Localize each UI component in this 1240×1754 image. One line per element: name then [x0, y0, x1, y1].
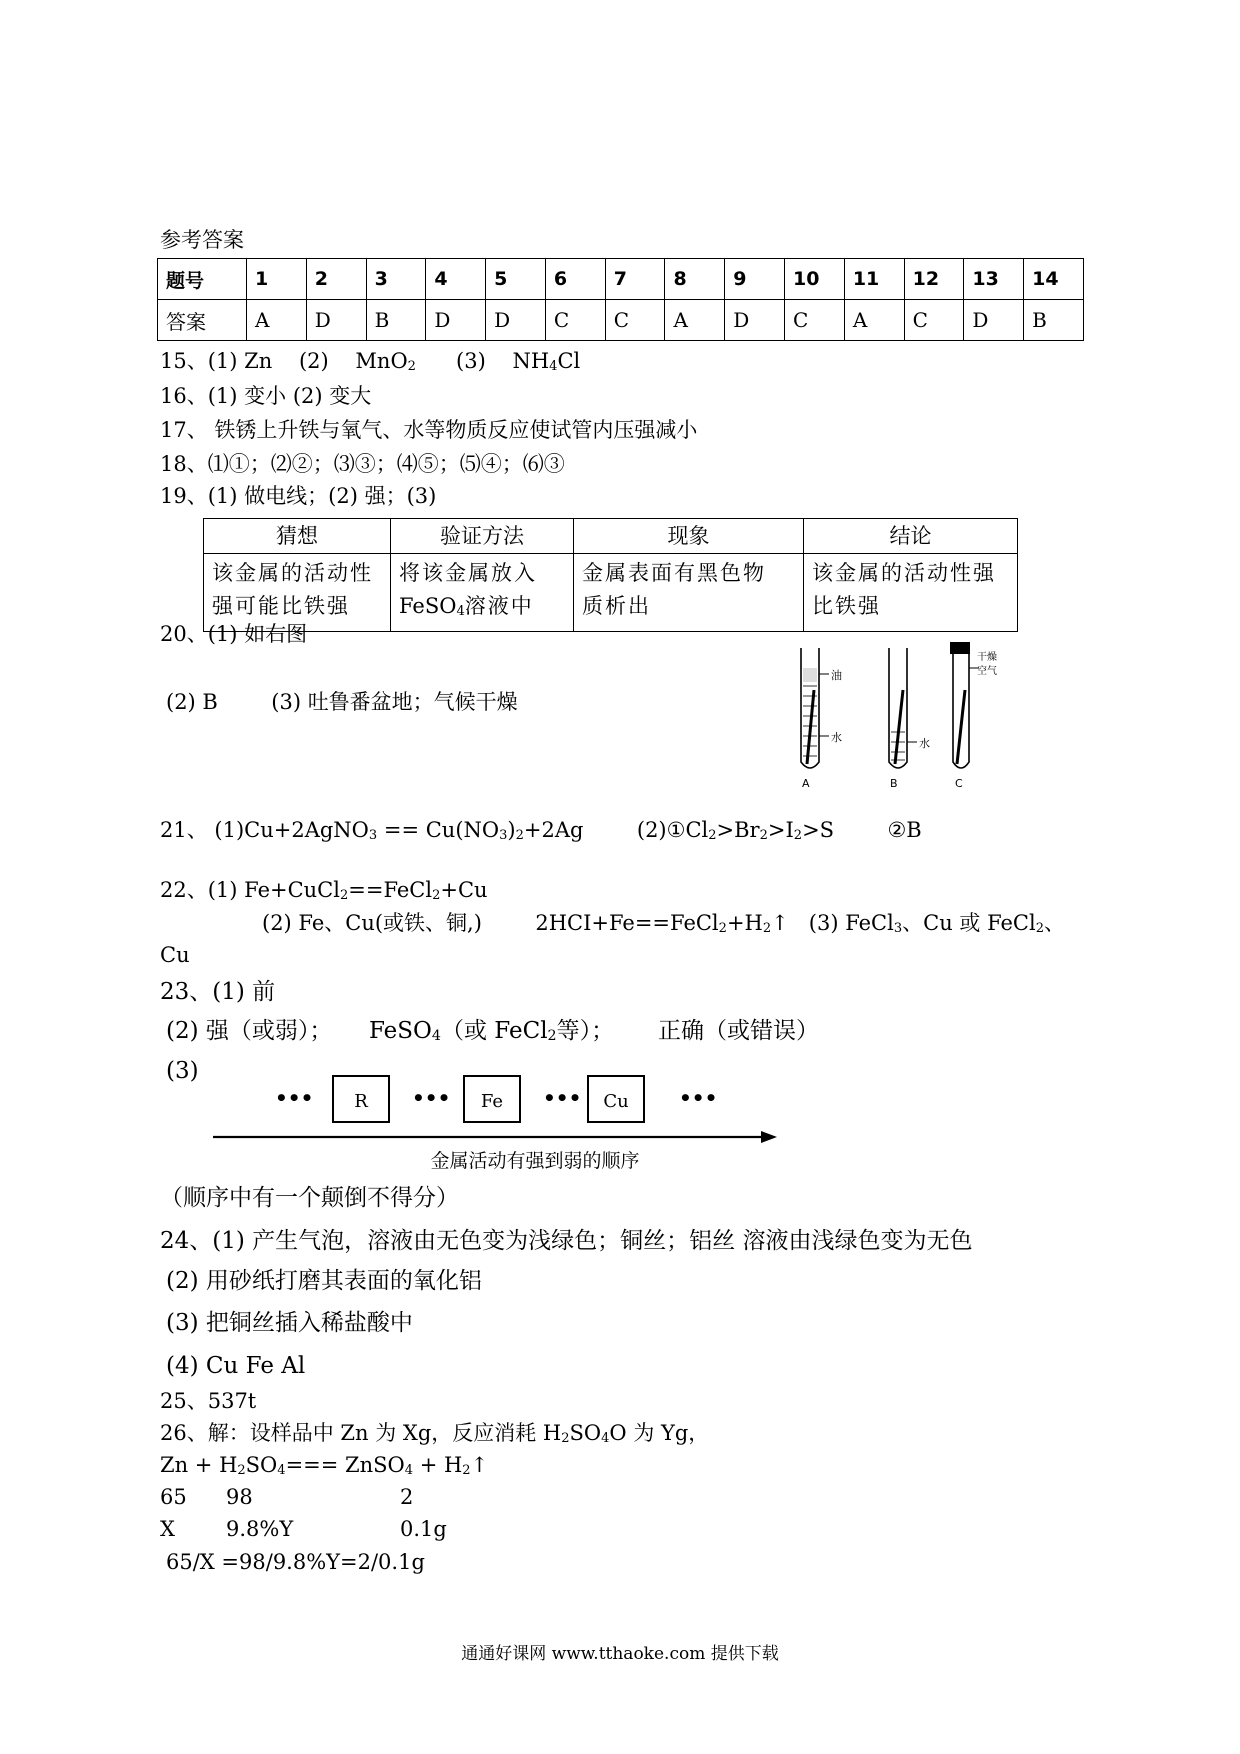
answer-20-part2: (2) B: [166, 690, 218, 714]
answer-label: 答案: [158, 300, 247, 341]
qnum-6: 6: [545, 259, 605, 300]
answer-16: 16、(1) 变小 (2) 变大: [160, 384, 372, 408]
q21-p2-a: (2)①Cl: [636, 818, 709, 842]
dry-label-1: 干燥: [977, 652, 997, 663]
answer-cell: C: [785, 300, 845, 341]
dry-label-2: 空气: [977, 666, 997, 677]
answer-cell: A: [665, 300, 725, 341]
answer-24-line4: (4) Cu Fe Al: [166, 1353, 306, 1379]
q21-eq1-c: ): [507, 818, 516, 842]
tube-label-a: A: [802, 777, 810, 790]
answer-22-line2: [262, 913, 1065, 935]
answer-21: [160, 820, 922, 842]
arrow-head-icon: [761, 1131, 777, 1143]
q23-l2-a: (2) 强（或弱）；: [166, 1018, 333, 1044]
ellipsis: •••: [412, 1086, 451, 1110]
subscript: 4: [601, 1430, 610, 1446]
answer-23-line2: [166, 1020, 819, 1043]
hypothesis-table-row: [204, 554, 1018, 632]
q22-l2-d: ↑: [771, 911, 789, 935]
answer-table-header-row: [158, 259, 1084, 300]
answer-cell: C: [545, 300, 605, 341]
answer-15-part1: 15、(1) Zn: [160, 349, 273, 373]
qnum-3: 3: [366, 259, 426, 300]
q22-l2-c: +H: [726, 911, 763, 935]
answer-cell: A: [844, 300, 904, 341]
subscript: 4: [404, 1462, 414, 1478]
subscript: 2: [547, 1028, 557, 1045]
guess-line-1: 该金属的活动性: [212, 561, 373, 585]
answer-15-mno2: MnO: [355, 349, 408, 373]
tube-c: [953, 654, 969, 768]
conclusion-line-2: 比铁强: [812, 594, 881, 618]
hypothesis-table: [203, 518, 1018, 632]
subscript: 2: [708, 827, 717, 843]
q22-l1-c: +Cu: [440, 878, 488, 902]
q26-mass-98: 98: [226, 1485, 253, 1509]
phenomenon-line-2: 质析出: [582, 594, 651, 618]
tube-a-nail: [807, 690, 814, 764]
answer-15-part3-label: (3): [456, 349, 486, 373]
q26-l2-b: SO: [245, 1453, 278, 1477]
method-suffix: 溶液中: [464, 594, 534, 618]
answer-26-line1: [160, 1423, 709, 1445]
answer-24-line3: (3) 把铜丝插入稀盐酸中: [166, 1310, 413, 1336]
q21-p2-c: >I: [767, 818, 794, 842]
qnum-4: 4: [426, 259, 486, 300]
qnum-2: 2: [306, 259, 366, 300]
qnum-8: 8: [665, 259, 725, 300]
q21-eq1-a: 21、 (1)Cu+2AgNO: [160, 818, 369, 842]
qnum-12: 12: [904, 259, 964, 300]
q23-l2-e: 正确（或错误）: [658, 1018, 819, 1044]
answer-22-line1: [160, 880, 488, 902]
answer-20-line1: 20、(1) 如右图: [160, 622, 308, 646]
subscript: 2: [793, 827, 803, 843]
answer-cell: D: [964, 300, 1024, 341]
qnum-7: 7: [605, 259, 665, 300]
subscript: 4: [431, 1028, 441, 1045]
subscript: 2: [1035, 920, 1044, 936]
subscript: 4: [456, 603, 465, 619]
method-line-2: [399, 594, 534, 618]
subscript: 4: [549, 358, 558, 374]
subscript: 2: [339, 887, 349, 903]
tube-label-c: C: [955, 777, 963, 790]
q22-l2-f: 、Cu 或 FeCl: [902, 911, 1036, 935]
oil-label: 油: [831, 669, 842, 682]
heading: 参考答案: [160, 228, 244, 252]
conclusion-line-1: 该金属的活动性强: [812, 561, 996, 585]
qnum-10: 10: [785, 259, 845, 300]
answer-15-part2-label: (2): [298, 349, 329, 373]
subscript: 4: [277, 1462, 286, 1478]
q22-l2-g: 、: [1043, 911, 1065, 935]
q22-l1-b: ==FeCl: [348, 878, 433, 902]
q21-eq1-b: == Cu(NO: [383, 818, 500, 842]
subscript: 3: [499, 827, 508, 843]
answer-20-part3: (3) 吐鲁番盆地；气候干燥: [271, 690, 518, 714]
answer-table-answer-row: [158, 300, 1084, 341]
answer-23-line1: 23、(1) 前: [160, 979, 276, 1005]
qnum-9: 9: [725, 259, 785, 300]
answer-19: 19、(1) 做电线；(2) 强；(3): [160, 484, 437, 508]
box-r-label: R: [354, 1091, 368, 1112]
cell-phenomenon: [574, 554, 804, 632]
footer-credit: 通通好课网 www.tthaoke.com 提供下载: [461, 1644, 779, 1664]
qnum-1: 1: [247, 259, 307, 300]
subscript: 2: [432, 887, 441, 903]
subscript: 2: [237, 1462, 246, 1478]
answer-15-nh4cl: NH: [512, 349, 550, 373]
ellipsis: •••: [275, 1086, 314, 1110]
q23-l2-b: FeSO: [368, 1018, 432, 1044]
q23-l2-d: 等）；: [556, 1018, 615, 1044]
tube-b-nail: [895, 690, 903, 764]
q26-l1-b: SO: [569, 1421, 602, 1445]
order-caption: 金属活动有强到弱的顺序: [430, 1150, 640, 1172]
cell-method: [391, 554, 574, 632]
answer-cell: D: [725, 300, 785, 341]
qnum-13: 13: [964, 259, 1024, 300]
box-fe-label: Fe: [480, 1091, 504, 1112]
answer-22-line3: Cu: [160, 943, 190, 967]
guess-line-2: 强可能比铁强: [212, 594, 350, 618]
metal-activity-order-diagram: [205, 1067, 785, 1177]
q26-mass-65: 65: [160, 1485, 187, 1509]
test-tube-figure: [785, 642, 1025, 792]
tube-c-nail: [957, 690, 965, 764]
subscript: 2: [515, 827, 524, 843]
answer-24-line2: (2) 用砂纸打磨其表面的氧化铝: [166, 1268, 482, 1294]
answer-23-line3: (3): [166, 1058, 199, 1084]
answer-26-equation: [160, 1455, 488, 1477]
answer-cell: D: [426, 300, 486, 341]
q22-l2-e: (3) FeCl: [808, 911, 894, 935]
header-method: 验证方法: [391, 519, 574, 554]
q21-p2-d: >S: [802, 818, 835, 842]
answer-cell: D: [486, 300, 546, 341]
answer-cell: C: [904, 300, 964, 341]
phenomenon-line-1: 金属表面有黑色物: [582, 561, 766, 585]
ellipsis: •••: [679, 1086, 718, 1110]
subscript: 2: [759, 827, 768, 843]
q26-h2: 0.1g: [400, 1517, 447, 1541]
q23-l2-c: （或 FeCl: [440, 1018, 548, 1044]
q26-l1-c: O 为 Yg，: [609, 1421, 710, 1445]
answer-15-cl: Cl: [557, 349, 581, 373]
hypothesis-table-header: [204, 519, 1018, 554]
answer-18: 18、⑴①；⑵②；⑶③；⑷⑤；⑸④；⑹③: [160, 452, 565, 476]
q22-l2-a: (2) Fe、Cu(或铁、铜,): [262, 911, 482, 935]
water-label-a: 水: [831, 731, 842, 744]
tube-label-b: B: [890, 777, 898, 790]
answer-25: 25、537t: [160, 1389, 257, 1413]
answer-cell: B: [366, 300, 426, 341]
tube-c-stopper: [950, 642, 970, 654]
q26-l2-e: ↑: [470, 1453, 489, 1477]
header-phenomenon: 现象: [574, 519, 804, 554]
answer-23-note: （顺序中有一个颠倒不得分）: [160, 1185, 459, 1211]
answer-table: [157, 258, 1084, 341]
answer-cell: B: [1024, 300, 1084, 341]
subscript: 3: [368, 827, 378, 843]
q26-l1-a: 26、解：设样品中 Zn 为 Xg，反应消耗 H: [160, 1421, 562, 1445]
method-formula: FeSO: [399, 594, 457, 618]
subscript: 2: [718, 920, 727, 936]
header-guess: 猜想: [204, 519, 391, 554]
q21-eq1-d: +2Ag: [523, 818, 584, 842]
q26-mass-2: 2: [400, 1485, 414, 1509]
subscript: 2: [561, 1430, 570, 1446]
qnum-14: 14: [1024, 259, 1084, 300]
subscript: 2: [462, 1462, 471, 1478]
q21-p2-b: >Br: [716, 818, 760, 842]
qnum-11: 11: [844, 259, 904, 300]
question-number-label: 题号: [158, 259, 247, 300]
qnum-5: 5: [486, 259, 546, 300]
water-label-b: 水: [919, 737, 930, 750]
answer-15: [160, 351, 580, 373]
tube-a-oil-layer: [803, 668, 817, 682]
answer-20-line2: [166, 692, 518, 713]
answer-cell: A: [247, 300, 307, 341]
q21-p2-e: ②B: [887, 818, 922, 842]
q26-y: 9.8%Y: [226, 1517, 294, 1541]
answer-cell: C: [605, 300, 665, 341]
cell-conclusion: [804, 554, 1018, 632]
ellipsis: •••: [543, 1086, 582, 1110]
q22-l1-a: 22、(1) Fe+CuCl: [160, 878, 340, 902]
q26-l2-c: === ZnSO: [285, 1453, 405, 1477]
cell-guess: [204, 554, 391, 632]
answer-cell: D: [306, 300, 366, 341]
tube-a: [801, 648, 819, 768]
q26-l2-d: + H: [413, 1453, 463, 1477]
box-cu-label: Cu: [603, 1091, 629, 1112]
q22-l2-b: 2HCI+Fe==FeCl: [535, 911, 719, 935]
q26-l2-a: Zn + H: [160, 1453, 238, 1477]
header-conclusion: 结论: [804, 519, 1018, 554]
method-line-1: 将该金属放入: [399, 561, 537, 585]
subscript: 3: [893, 920, 903, 936]
subscript: 2: [407, 358, 416, 374]
q26-x: X: [160, 1517, 175, 1541]
answer-24-line1: 24、(1) 产生气泡，溶液由无色变为浅绿色；铜丝；铝丝 溶液由浅绿色变为无色: [160, 1228, 973, 1254]
subscript: 2: [762, 920, 772, 936]
answer-17: 17、 铁锈上升铁与氧气、水等物质反应使试管内压强减小: [160, 418, 698, 442]
q26-proportion: 65/X =98/9.8%Y=2/0.1g: [166, 1550, 425, 1574]
